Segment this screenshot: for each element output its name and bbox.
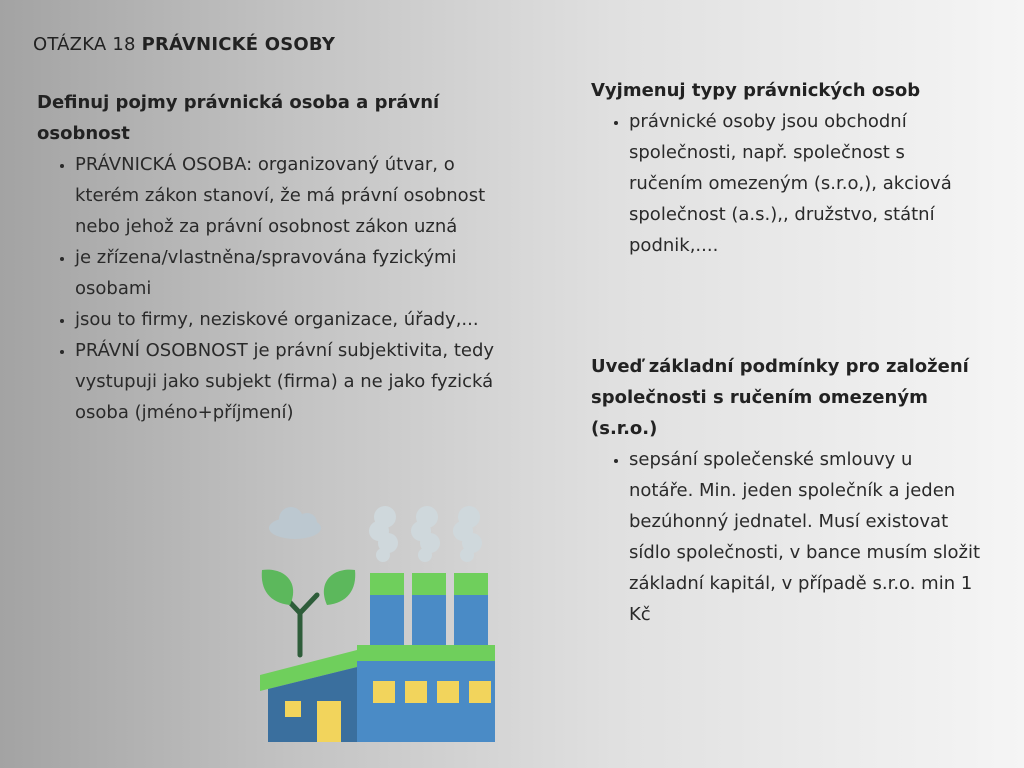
question-number: OTÁZKA 18 bbox=[33, 34, 136, 55]
types-heading: Vyjmenuj typy právnických osob bbox=[591, 80, 921, 101]
factory-building bbox=[260, 645, 495, 742]
question-topic: PRÁVNICKÉ OSOBY bbox=[141, 34, 336, 55]
list-item: • je zřízena/vlastněna/spravována fyzickými osobami bbox=[75, 242, 497, 304]
page-title bbox=[33, 34, 335, 55]
list-item: • sepsání společenské smlouvy u notáře. Min. jeden společník a jeden bezúhonný jednatel. Musí existovat sídlo společnosti, v bance musím složit základní kapitál, v případě s.r.o. min 1 Kč bbox=[629, 444, 981, 630]
list-item: • PRÁVNÍ OSOBNOST je právní subjektivita, tedy vystupuji jako subjekt (firma) a ne jako fyzická osoba (jméno+příjmení) bbox=[75, 335, 497, 428]
definition-list bbox=[37, 149, 497, 428]
types-list bbox=[591, 106, 981, 261]
list-item: • PRÁVNICKÁ OSOBA: organizovaný útvar, o kterém zákon stanoví, že má právní osobnost nebo jehož za právní osobnost zákon uzná bbox=[75, 149, 497, 242]
conditions-list bbox=[591, 444, 981, 630]
types-section bbox=[591, 75, 981, 261]
chimneys bbox=[370, 573, 488, 653]
plant-icon bbox=[262, 570, 356, 655]
conditions-section bbox=[591, 351, 981, 630]
cloud-icon bbox=[269, 507, 321, 539]
eco-factory-icon bbox=[255, 495, 500, 745]
smoke-icon bbox=[369, 506, 482, 562]
list-item: • jsou to firmy, neziskové organizace, úřady,... bbox=[75, 304, 497, 335]
conditions-heading: Uveď základní podmínky pro založení společnosti s ručením omezeným (s.r.o.) bbox=[591, 356, 969, 439]
definition-section bbox=[37, 87, 497, 428]
list-item: • právnické osoby jsou obchodní společnosti, např. společnost s ručením omezeným (s.r.o,), akciová společnost (a.s.),, družstvo, státní podnik,.... bbox=[629, 106, 981, 261]
definition-heading: Definuj pojmy právnická osoba a právní osobnost bbox=[37, 92, 440, 144]
